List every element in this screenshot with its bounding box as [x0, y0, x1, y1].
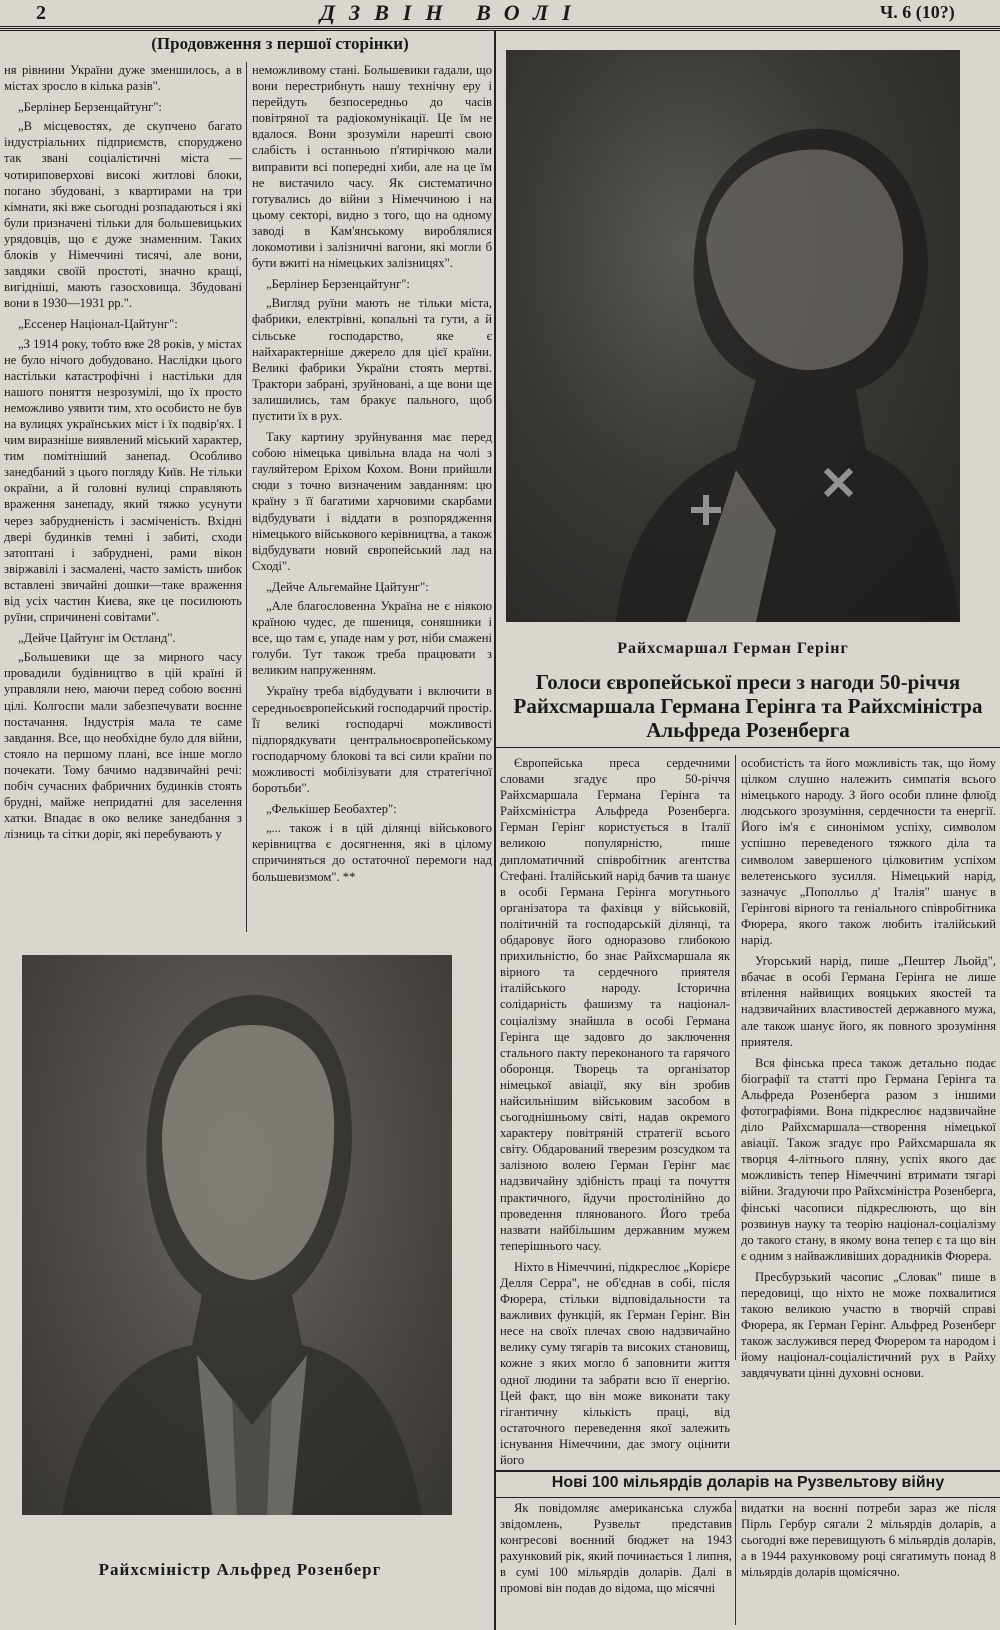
paragraph: „Але благословенна Україна не є ніякою країною чудес, де пшениця, соняшники і все, що там є, упаде нам у рот, ніби смажені голуби. Тут також треба працювати з великим напруженням.: [252, 599, 492, 678]
paragraph: „Дейче Альгемайне Цайтунг":: [266, 579, 429, 594]
paragraph: Пресбурзький часопис „Словак" пише в передовиці, що ніхто не може похвалитися такою великою участю в творчій справі Фюрера, як Герман Герінг. Альфред Розенберг також заслужився перед Фюрером та народом і йому націонал-соціалістичний рух в Райху завдячувати цінні духовні основи.: [741, 1269, 996, 1381]
article-column-5: [500, 1500, 732, 1625]
paragraph: Україну треба відбудувати і включити в середньоєвропейський господарчий простір. Її великі господарчі можливості підпорядкувати центральноєвропейському господарчому блокові та всі сили країни по можливості мобілізувати для стратегічної боротьби".: [252, 684, 492, 796]
article-column-6: [741, 1500, 996, 1625]
paragraph: Як повідомляє американська служба звідомлень, Рузвельт представив конгресові воєнний бюджет на 1943 рахунковий рік, який починається 1 липня, в сумі 100 мільярдів доларів. Далі в промові він подав до відома, що місячні: [500, 1501, 732, 1596]
article-headline: Голоси європейської преси з нагоди 50-річчя Райхсмаршала Германа Герінга та Райхсміністра Альфреда Розенберга: [513, 670, 983, 742]
paragraph: ня рівнини України дуже зменшилось, а в містах зросло в кілька разів".: [4, 63, 242, 94]
paragraph: „Берлінер Берзенцайтунг":: [18, 100, 162, 115]
newspaper-title: ДЗВІН ВОЛІ: [320, 0, 585, 25]
paragraph: „Ессенер Націонал-Цайтунг":: [18, 317, 178, 332]
goring-caption: Райхсмаршал Герман Герінг: [617, 640, 849, 657]
column-divider: [246, 62, 247, 932]
headline-rule: [496, 747, 1000, 748]
paragraph: „В місцевостях, де скупчено багато індустріальних підприємств, споруджено так звані соціалістичні міста — чотириповерхові високі житлові блоки, погано збудовані, з квартирами на три кімнати, які вже сьогодні розпадаються і які були призначені тільки для большевицьких урядовців, що є дуже знаменним. Таких блоків у Німеччині тисячі, але вони, завдяки своїй простоті, значно кращі, вигідніші, мають газосховища. Збудовані вони в 1930—1931 рр.".: [4, 119, 242, 311]
paragraph: „Фелькішер Беобахтер":: [266, 802, 397, 817]
continued-label: (Продовження з першої сторінки): [151, 34, 409, 53]
paragraph: Ніхто в Німеччині, підкреслює „Корієре Делля Серра", не об'єднав в собі, після Фюрера, стільки відповідальности та важливих функцій, як Герман Герінг. Він несе на своїх плечах свою надзвичайно велику суму тягарів та високих становищ, кожне з яких могло б заповнити життя одної людини та забрати всю її енергію. Цей факт, що він може виконати таку гігантичну кількість праці, від остаточного переведення якої залежить існування Німеччини, дає змогу оцінити його: [500, 1259, 730, 1468]
paragraph: Європейська преса сердечними словами згадує про 50-річчя Райхсмаршала Германа Герінга та Райхсміністра Альфреда Розенберга. Герман Герінг користується в Італії великою популярністю, пише дипломатичний співробітник агентства Стефані. Італійський нарід бачив та шанує в особі Германа Герінга могутнього організатора та фахівця у військовій, політичній та господарській ділянці, та обдаровує його одноразово глибокою прихильністю, бо знає Райхсмаршала як вірного та сердечного приятеля італійського народу. Історична солідарність фашизму та націонал-соціалізму знайшла в особі Германа Герінга ще задовго до заключення стального пакту переконаного та гарячого оборонця. Творець та організатор німецької авіації, яку він зробив найсильнішим військовим засобом в сьогоднішньому світі, надав окремого характеру повітряній стратегії всього світу. Обдарований тверезим розсудком та залізною волею Герман Герінг має надзвичайну здібність праці та почуття практичного, йдучи простолінійно до проведення плянованого. Його треба назвати найбільшим державним мужем теперішнього часу.: [500, 756, 730, 1253]
section-rule-thin: [496, 1497, 1000, 1498]
paragraph: „Большевики ще за мирного часу провадили будівництво в цій країні й управляли нею, маючи перед собою воєнні цілі. Колгоспи мали забезпечувати воєнне постачання. Індустрія мала те саме завдання. Все, що необхідне було для війни, стояло на першому плані, все інше могло почекати. Тому бачимо надзвичайні речі: побіч сучасних фабричних будинків стоять брудні, майже непридатні для заселення хатки. Впадає в око велике занедбання з лізниць та сітки доріг, які перебувають у: [4, 650, 242, 842]
rosenberg-caption: Райхсміністр Альфред Розенберг: [98, 1560, 382, 1579]
section-rule: [496, 1470, 1000, 1472]
paragraph: Угорський нарід, пише „Пештер Льойд", вбачає в особі Германа Герінга не лише втілення найвищих вояцьких якостей та надзвичайних властивостей державного мужа, але також шанує його, як повного зрозуміння приятеля.: [741, 954, 996, 1049]
section-divider: [494, 30, 496, 1630]
paragraph: „З 1914 року, тобто вже 28 років, у містах не було нічого добудовано. Наслідки цього настільки катастрофічні і настільки для нашого поняття незрозумілі, що їх просто неможливо уявити тим, хто особисто не був на вулицях українських міст і їх подвір'ях. І чим виразніше виявлений міський характер, тим помітніший занепад. Особливо занедбаний з цього погляду Київ. Не тільки окраїни, а й головні вулиці справляють враження занепаду, який тяжко усунути через забрудненість і засміченість. Вхідні двері будинків темні і забиті, сходи затоптані і забруднені, рами вікон звіржавілі і засмалені, часто замість шибок вставлені звичайні дошки—таке враження від усіх частин Києва, яке це посилюють руїни, спричинені совітами".: [4, 336, 242, 625]
portrait-silhouette: [22, 955, 452, 1515]
issue-number: Ч. 6 (10?): [880, 2, 955, 22]
paragraph: Таку картину зруйнування має перед собою німецька цивільна влада на чолі з гауляйтером Еріхом Кохом. Вони прийшли сюди з точно визначеним завданням: цю країну з її багатими харчовими скарбами відбудувати і віддати в розпорядження німецького військового керівництва, а також відбудувати новий європейський лад на Сході".: [252, 430, 492, 573]
column-divider: [735, 755, 736, 1360]
column-divider: [735, 1500, 736, 1625]
paragraph: „Берлінер Берзенцайтунг":: [266, 277, 410, 292]
goring-portrait-photo: [506, 50, 960, 622]
article-column-2: [252, 62, 492, 937]
paragraph: неможливому стані. Большевики гадали, що вони перестрибнуть нашу технічну еру і перейдуть безпосередньо до часів повітряної та радіокомунікації. Це їм не вдалося. Вони зрозуміли нарешті свою слабість і останньою п'ятирічкою мали виправити всі попередні хиби, але на це їм не вистачило часу. Як систематично готувались до війни з Німеччиною і на цьому секторі, видно з того, що на одному заводі в Кам'янському вироблялися локомотиви і залізничні вагони, які могли б бути вжиті на німецьких залізницях".: [252, 63, 492, 271]
page-number: 2: [36, 2, 46, 24]
paragraph: „... також і в цій ділянці військового керівництва є досягнення, які в цілому спричиняться до остаточної перемоги над большевизмом". **: [252, 821, 492, 884]
article-column-4: [741, 755, 996, 1381]
page-header: [0, 0, 1000, 26]
rosenberg-portrait-photo: [22, 955, 452, 1515]
paragraph: особистість та його можливість так, що йому цілком слушно належить симпатія всього німецького народу. З його особи плине флюїд людського зрозуміння, сердечности та енергії. Його ім'я є синонімом успіху, символом успішно переведеного тяжкого діла та символом завершеного цілковитим успіхом велетенського зусилля. Німецький нарід, зазначує „Пополльо д' Італія" шанує в Герінгові вірного та геніального співробітника Фюрера, якого також любить італійський нарід.: [741, 756, 996, 948]
portrait-silhouette: [506, 50, 960, 622]
header-rule: [0, 26, 1000, 29]
paragraph: „Дейче Цайтунг ім Остланд".: [18, 631, 176, 646]
article-column-3: [500, 755, 730, 1468]
secondary-headline: Нові 100 мільярдів доларів на Рузвельтову війну: [551, 1474, 945, 1491]
article-column-1: [4, 62, 242, 937]
paragraph: „Вигляд руїни мають не тільки міста, фабрики, електрівні, копальні та гути, а й сільське господарство, яке є найхарактерніше джерело для цієї країни. Великі фабрики України стоять мертві. Трактори забрані, зруйновані, а ще вони ще залишились, там бракує пального, щоб пустити їх в рух.: [252, 296, 492, 423]
header-rule-thin: [0, 30, 1000, 31]
paragraph: Вся фінська преса також детально подає біографії та статті про Германа Герінга та Альфреда Розенберга разом з іншими фотографіями. Вона підкреслює надзвичайне діло Райхсмаршала—створення німецької авіації. Також згадує про Райхсмаршала як творця 4-літнього пляну, успіх якого дає можливість тепер Німеччині втримати тягарі війни. Згадуючи про Райхсміністра Розенберга, фінські часописи підкреслюють, що він розвинув науку та теорію націонал-соціалізму до такого стану, в якому вона тепер є та що він є одним з найважливіших дорадників Фюрера.: [741, 1055, 996, 1263]
paragraph: видатки на воєнні потреби зараз же після Пірль Гербур сягали 2 мільярдів доларів, а сьогодні вже перевищують 6 мільярдів доларів, а в 1944 рахунковому році сягатимуть понад 8 мільярдів доларів щомісячно.: [741, 1501, 996, 1580]
